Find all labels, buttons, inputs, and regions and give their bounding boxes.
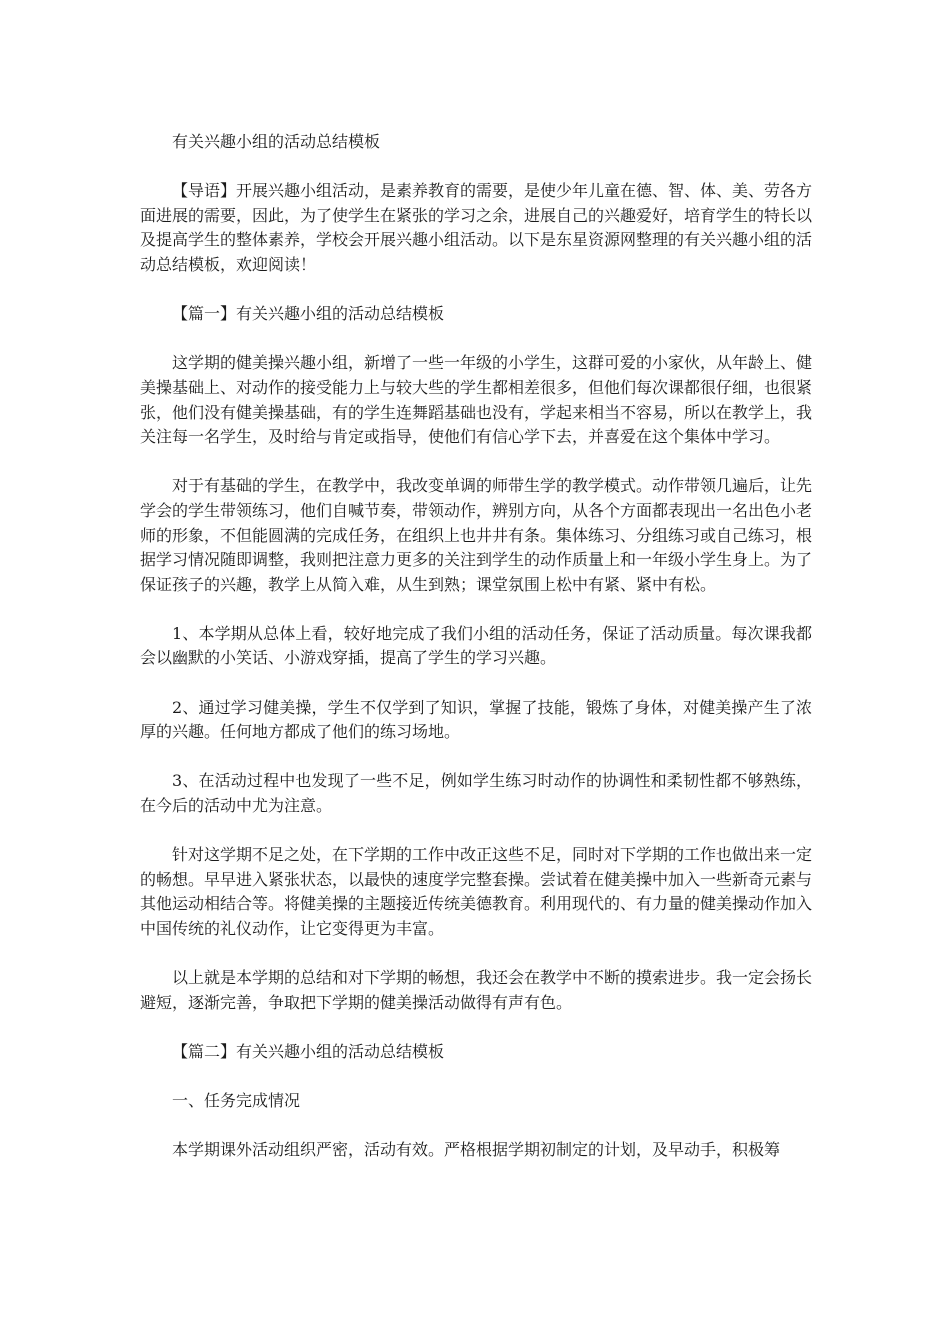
paragraph: 2、通过学习健美操，学生不仅学到了知识，掌握了技能，锻炼了身体，对健美操产生了浓厚的兴趣。任何地方都成了他们的练习场地。 [140,697,812,742]
document-body [140,130,812,1188]
document-title: 有关兴趣小组的活动总结模板 [172,132,381,151]
paragraph: 这学期的健美操兴趣小组，新增了一些一年级的小学生，这群可爱的小家伙，从年龄上、健美操基础上、对动作的接受能力上与较大些的学生都相差很多，但他们每次课都很仔细，也很紧张，他们没有健美操基础，有的学生连舞蹈基础也没有，学起来相当不容易，所以在教学上，我关注每一名学生，及时给与肯定或指导，使他们有信心学下去，并喜爱在这个集体中学习。 [140,353,813,447]
section-two-title: 【篇二】有关兴趣小组的活动总结模板 [172,1041,445,1061]
paragraph: 对于有基础的学生，在教学中，我改变单调的师带生学的教学模式。动作带领几遍后，让先学会的学生带领练习，他们自喊节奏，带领动作，辨别方向，从各个方面都表现出一名出色小老师的形象，不但能圆满的完成任务，在组织上也井井有条。集体练习、分组练习或自己练习，根据学习情况随即调整，我则把注意力更多的关注到学生的动作质量上和一年级小学生身上。为了保证孩子的兴趣，教学上从简入难，从生到熟；课堂氛围上松中有紧、紧中有松。 [140,476,813,594]
paragraph: 本学期课外活动组织严密，活动有效。严格根据学期初制定的计划，及早动手，积极筹 [172,1140,781,1160]
section-one-title: 【篇一】有关兴趣小组的活动总结模板 [172,304,445,324]
paragraph: 以上就是本学期的总结和对下学期的畅想，我还会在教学中不断的摸索进步。我一定会扬长避短，逐渐完善，争取把下学期的健美操活动做得有声有色。 [140,968,813,1012]
paragraph: 1、本学期从总体上看，较好地完成了我们小组的活动任务，保证了活动质量。每次课我都会以幽默的小笑话、小游戏穿插，提高了学生的学习兴趣。 [140,623,812,668]
intro-paragraph: 【导语】开展兴趣小组活动，是素养教育的需要，是使少年儿童在德、智、体、美、劳各方面进展的需要，因此，为了使学生在紧张的学习之余，进展自己的兴趣爱好，培育学生的特长以及提高学生的整体素养，学校会开展兴趣小组活动。以下是东星资源网整理的有关兴趣小组的活动总结模板，欢迎阅读！ [140,181,813,274]
subsection-title: 一、任务完成情况 [172,1091,301,1111]
paragraph: 针对这学期不足之处，在下学期的工作中改正这些不足，同时对下学期的工作也做出来一定的畅想。早早进入紧张状态，以最快的速度学完整套操。尝试着在健美操中加入一些新奇元素与其他运动相结合等。将健美操的主题接近传统美德教育。利用现代的、有力量的健美操动作加入中国传统的礼仪动作，让它变得更为丰富。 [140,845,813,938]
paragraph: 3、在活动过程中也发现了一些不足，例如学生练习时动作的协调性和柔韧性都不够熟练，在今后的活动中尤为注意。 [140,771,812,816]
